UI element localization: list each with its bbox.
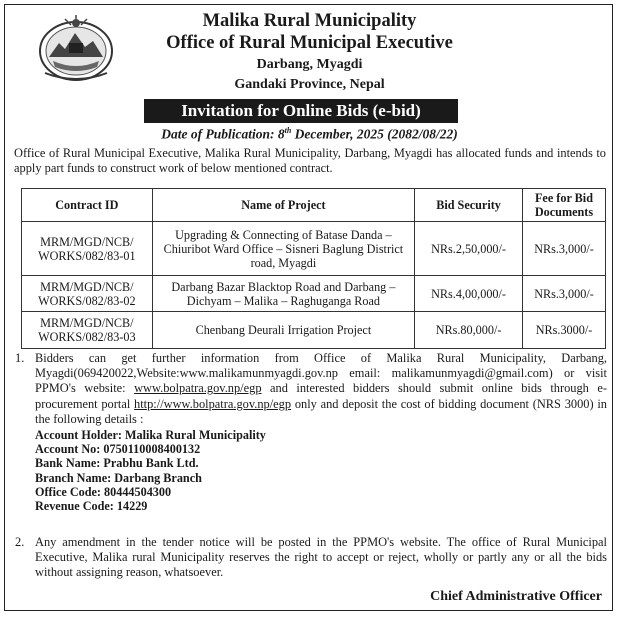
note-number: 1.	[15, 351, 25, 365]
table-header-row	[22, 189, 606, 222]
office-province: Gandaki Province, Nepal	[234, 77, 385, 92]
revenue-code: Revenue Code: 14229	[35, 499, 148, 514]
bid-security: NRs.80,000/-	[415, 312, 523, 349]
col-bid-security: Bid Security	[415, 189, 523, 222]
col-bid-fee: Fee for Bid Documents	[522, 189, 605, 222]
bank-name: Bank Name: Prabhu Bank Ltd.	[35, 456, 199, 471]
table-row	[22, 222, 606, 276]
note-1	[15, 351, 607, 513]
account-holder: Account Holder: Malika Rural Municipality	[35, 428, 266, 443]
bid-fee: NRs.3,000/-	[522, 222, 605, 276]
signature-title: Chief Administrative Officer	[430, 589, 602, 604]
table-row	[22, 276, 606, 312]
publication-date: Date of Publication: 8th December, 2025 (2082/08/22)	[161, 126, 458, 142]
note-2	[15, 535, 607, 581]
notice-frame	[4, 4, 613, 611]
table-row	[22, 312, 606, 349]
note-1-text: Bidders can get further information from Office of Malika Rural Municipality, Darbang, Myagdi(069420022,Website:www.malikamunmyagdi.gov.np email: malikamunmyagdi@gmail.com) or visit PPMO's website: www.bolpatra.gov.np/egp and interested bidders should submit online bids through e-procurement portal http://www.bolpatra.gov.np/egp only and deposit the cost of bidding document (NRS 3000) in the following details :	[35, 351, 607, 426]
contract-id: MRM/MGD/NCB/ WORKS/082/83-01	[22, 222, 153, 276]
municipality-name: Malika Rural Municipality	[202, 11, 417, 31]
contract-id: MRM/MGD/NCB/ WORKS/082/83-02	[22, 276, 153, 312]
office-code: Office Code: 80444504300	[35, 484, 172, 499]
notice-title: Invitation for Online Bids (e-bid)	[144, 99, 458, 123]
col-contract-id: Contract ID	[22, 189, 153, 222]
intro-paragraph: Office of Rural Municipal Executive, Malika Rural Municipality, Darbang, Myagdi has allocated funds and intends to apply part funds to construct work of below mentioned contract.	[14, 146, 606, 175]
col-project-name: Name of Project	[152, 189, 414, 222]
project-name: Darbang Bazar Blacktop Road and Darbang – Dichyam – Malika – Raghuganga Road	[152, 276, 414, 312]
branch-name: Branch Name: Darbang Branch	[35, 470, 202, 485]
contract-id: MRM/MGD/NCB/ WORKS/082/83-03	[22, 312, 153, 349]
office-name: Office of Rural Municipal Executive	[166, 33, 453, 53]
bid-table	[21, 188, 606, 349]
project-name: Upgrading & Connecting of Batase Danda – Chiuribot Ward Office – Sisneri Baglung District road, Myagdi	[152, 222, 414, 276]
account-number: Account No: 0750110008400132	[35, 442, 201, 457]
bid-security: NRs.4,00,000/-	[415, 276, 523, 312]
bid-fee: NRs.3000/-	[522, 312, 605, 349]
office-location: Darbang, Myagdi	[256, 57, 363, 72]
ppmo-link[interactable]: www.bolpatra.gov.np/egp	[134, 381, 262, 396]
egp-portal-link[interactable]: http://www.bolpatra.gov.np/egp	[134, 396, 292, 411]
note-number: 2.	[15, 535, 25, 549]
bid-security: NRs.2,50,000/-	[415, 222, 523, 276]
project-name: Chenbang Deurali Irrigation Project	[152, 312, 414, 349]
note-2-text: Any amendment in the tender notice will be posted in the PPMO's website. The office of Rural Municipal Executive, Malika rural Municipality reserves the right to accept or reject, wholly or partly any or all the bids without assigning reason, whatsoever.	[35, 535, 607, 580]
account-details	[35, 428, 607, 513]
bid-fee: NRs.3,000/-	[522, 276, 605, 312]
